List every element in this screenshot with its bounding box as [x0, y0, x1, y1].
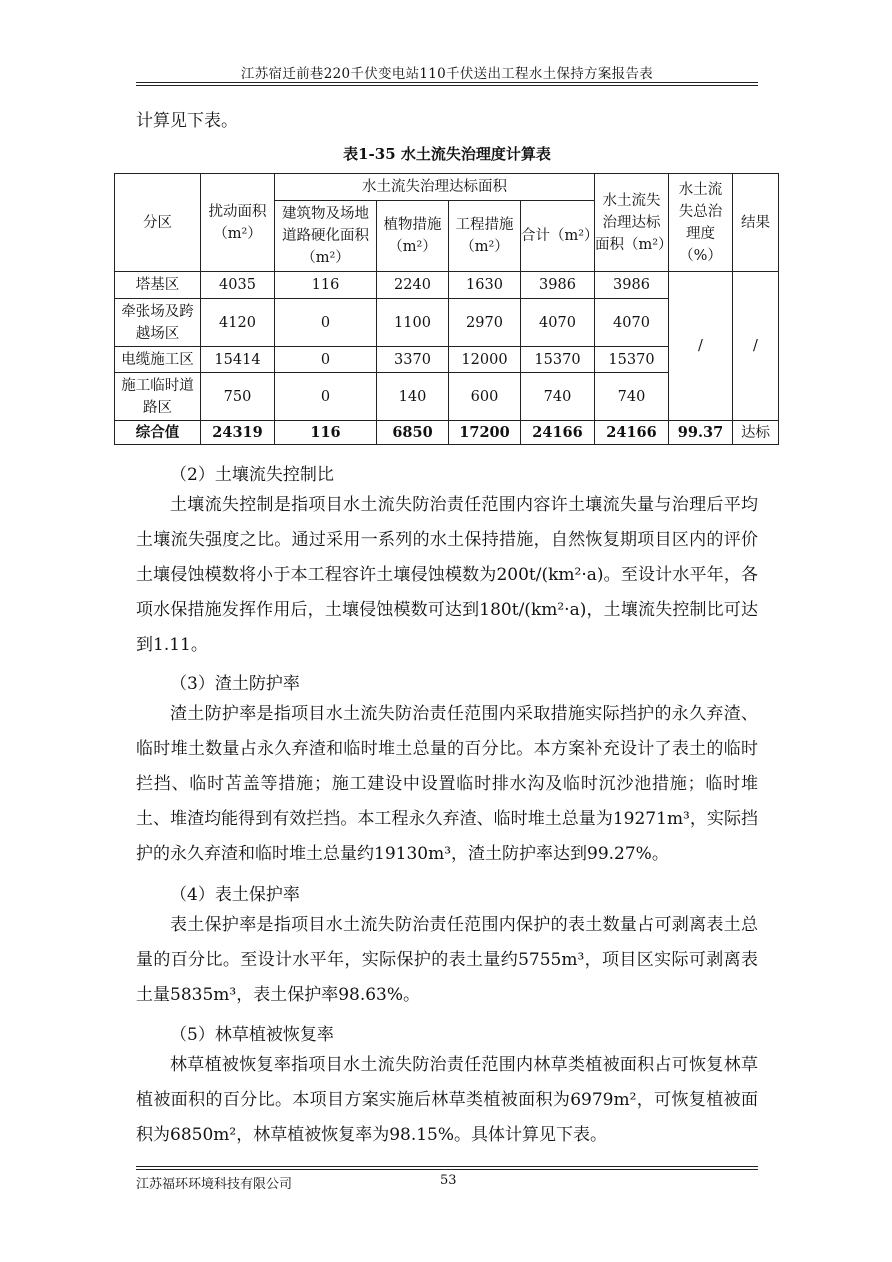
total-result: 达标 [733, 421, 779, 445]
section-2-title: （2）土壤流失控制比 [170, 465, 334, 485]
header-engineering-measures: 工程措施 （m²） [449, 201, 521, 272]
header-result: 结果 [733, 174, 779, 272]
plant-cell: 3370 [377, 347, 449, 373]
header-zone: 分区 [115, 174, 201, 272]
section-5-text: 林草植被恢复率指项目水土流失防治责任范围内林草类植被面积占可恢复林草植被面积的百分比。本项目方案实施后林草类植被面积为6979m²，可恢复植被面积为6850m²，林草植被恢复率为98.15%。具体计算见下表。 [136, 1055, 758, 1145]
header-disturbed-area: 扰动面积 （m²） [201, 174, 275, 272]
disturbed-cell: 4120 [201, 299, 275, 347]
header-subtotal: 合计（m²） [521, 201, 595, 272]
footer-company: 江苏福环环境科技有限公司 [136, 1177, 293, 1192]
zone-cell: 牵张场及跨 越场区 [115, 299, 201, 347]
total-standard: 24166 [595, 421, 669, 445]
footer-rule-thin [136, 1166, 758, 1167]
subtotal-cell: 15370 [521, 347, 595, 373]
plant-cell: 2240 [377, 272, 449, 299]
header-plant-measures: 植物措施 （m²） [377, 201, 449, 272]
total-disturbed: 24319 [201, 421, 275, 445]
building-cell: 0 [275, 373, 377, 421]
zone-cell: 施工临时道 路区 [115, 373, 201, 421]
total-plant: 6850 [377, 421, 449, 445]
total-label: 综合值 [115, 421, 201, 445]
standard-cell: 3986 [595, 272, 669, 299]
header-treated-area-group: 水土流失治理达标面积 [275, 174, 595, 201]
page-header: 江苏宿迁前巷220千伏变电站110千伏送出工程水土保持方案报告表 [240, 66, 654, 82]
engineering-cell: 600 [449, 373, 521, 421]
header-building-area: 建筑物及场地 道路硬化面积 （m²） [275, 201, 377, 272]
total-rate: 99.37 [669, 421, 733, 445]
total-engineering: 17200 [449, 421, 521, 445]
standard-cell: 4070 [595, 299, 669, 347]
table-caption: 表1-35 水土流失治理度计算表 [343, 145, 551, 163]
total-building: 116 [275, 421, 377, 445]
section-3-text: 渣土防护率是指项目水土流失防治责任范围内采取措施实际挡护的永久弃渣、临时堆土数量占永久弃渣和临时堆土总量的百分比。本方案补充设计了表土的临时拦挡、临时苫盖等措施；施工建设中设置临时排水沟及临时沉沙池措施；临时堆土、堆渣均能得到有效拦挡。本工程永久弃渣、临时堆土总量为19271m³，实际挡护的永久弃渣和临时堆土总量约19130m³，渣土防护率达到99.27%。 [136, 704, 758, 864]
header-treatment-rate: 水土流 失总治 理度（%） [669, 174, 733, 272]
disturbed-cell: 4035 [201, 272, 275, 299]
zone-cell: 塔基区 [115, 272, 201, 299]
table-row [115, 272, 779, 299]
zone-cell: 电缆施工区 [115, 347, 201, 373]
erosion-control-table [114, 173, 779, 445]
building-cell: 0 [275, 347, 377, 373]
standard-cell: 740 [595, 373, 669, 421]
disturbed-cell: 15414 [201, 347, 275, 373]
building-cell: 0 [275, 299, 377, 347]
section-3-title: （3）渣土防护率 [170, 674, 300, 694]
section-4-text: 表土保护率是指项目水土流失防治责任范围内保护的表土数量占可剥离表土总量的百分比。至设计水平年，实际保护的表土量约5755m³，项目区实际可剥离表土量5835m³，表土保护率98.63%。 [136, 915, 758, 1005]
section-2-text: 土壤流失控制是指项目水土流失防治责任范围内容许土壤流失量与治理后平均土壤流失强度之比。通过采用一系列的水土保持措施，自然恢复期项目区内的评价土壤侵蚀模数将小于本工程容许土壤侵蚀模数为200t/(km²·a)。至设计水平年，各项水保措施发挥作用后，土壤侵蚀模数可达到180t/(km²·a)，土壤流失控制比可达到1.11。 [136, 495, 758, 655]
engineering-cell: 2970 [449, 299, 521, 347]
subtotal-cell: 3986 [521, 272, 595, 299]
plant-cell: 140 [377, 373, 449, 421]
engineering-cell: 1630 [449, 272, 521, 299]
footer-rule [136, 1169, 758, 1170]
intro-text: 计算见下表。 [136, 111, 238, 131]
disturbed-cell: 750 [201, 373, 275, 421]
page-number: 53 [440, 1173, 457, 1188]
standard-cell: 15370 [595, 347, 669, 373]
header-rule [136, 82, 758, 83]
engineering-cell: 12000 [449, 347, 521, 373]
total-subtotal: 24166 [521, 421, 595, 445]
merged-rate-cell: / [669, 272, 733, 421]
subtotal-cell: 4070 [521, 299, 595, 347]
header-standard-area: 水土流失 治理达标 面积（m²） [595, 174, 669, 272]
section-5-title: （5）林草植被恢复率 [170, 1025, 334, 1045]
section-4-title: （4）表土保护率 [170, 885, 300, 905]
building-cell: 116 [275, 272, 377, 299]
total-row [115, 421, 779, 445]
subtotal-cell: 740 [521, 373, 595, 421]
plant-cell: 1100 [377, 299, 449, 347]
merged-result-cell: / [733, 272, 779, 421]
header-rule-thin [136, 85, 758, 86]
